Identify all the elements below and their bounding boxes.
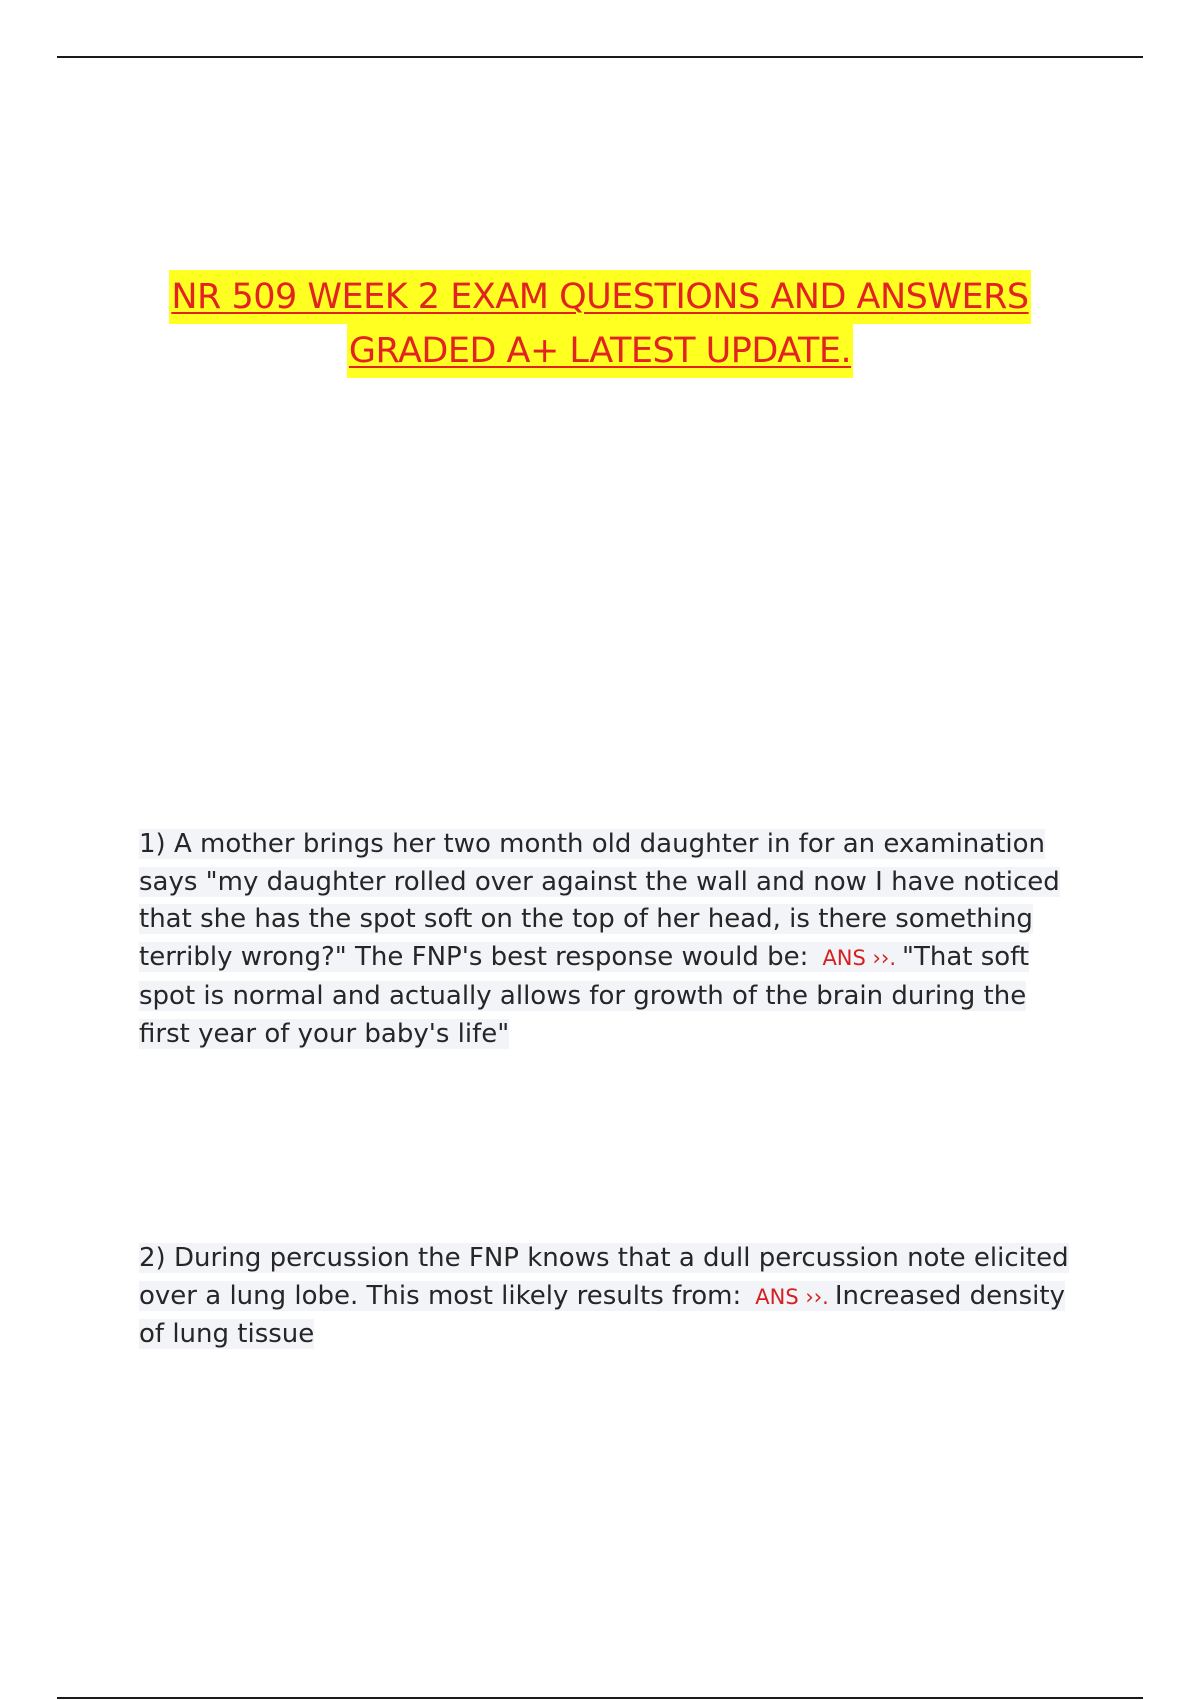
- answer-1-text: "That soft spot is normal and actually allows for growth of the brain during the first year of your baby's life": [139, 942, 1030, 1049]
- answer-1-marker: ANS ››.: [822, 946, 896, 971]
- question-block-2: [139, 1240, 1069, 1354]
- document-title: [0, 270, 1200, 378]
- question-1-text: 1) A mother brings her two month old daughter in for an examination says "my daughter rolled over against the wall and now I have noticed that she has the spot soft on the top of her head, is there something terribly wrong?" The FNP's best response would be:: [139, 829, 1060, 973]
- title-line-1: NR 509 WEEK 2 EXAM QUESTIONS AND ANSWERS: [169, 270, 1030, 324]
- question-2-text: 2) During percussion the FNP knows that a dull percussion note elicited over a lung lobe. This most likely results from:: [139, 1243, 1069, 1311]
- answer-2-marker: ANS ››.: [755, 1284, 829, 1309]
- header-rule: [57, 56, 1143, 58]
- footer-rule: [57, 1697, 1143, 1699]
- title-line-2: GRADED A+ LATEST UPDATE.: [347, 324, 853, 378]
- answer-2-text: Increased density of lung tissue: [139, 1280, 1065, 1350]
- question-block-1: [139, 826, 1069, 1053]
